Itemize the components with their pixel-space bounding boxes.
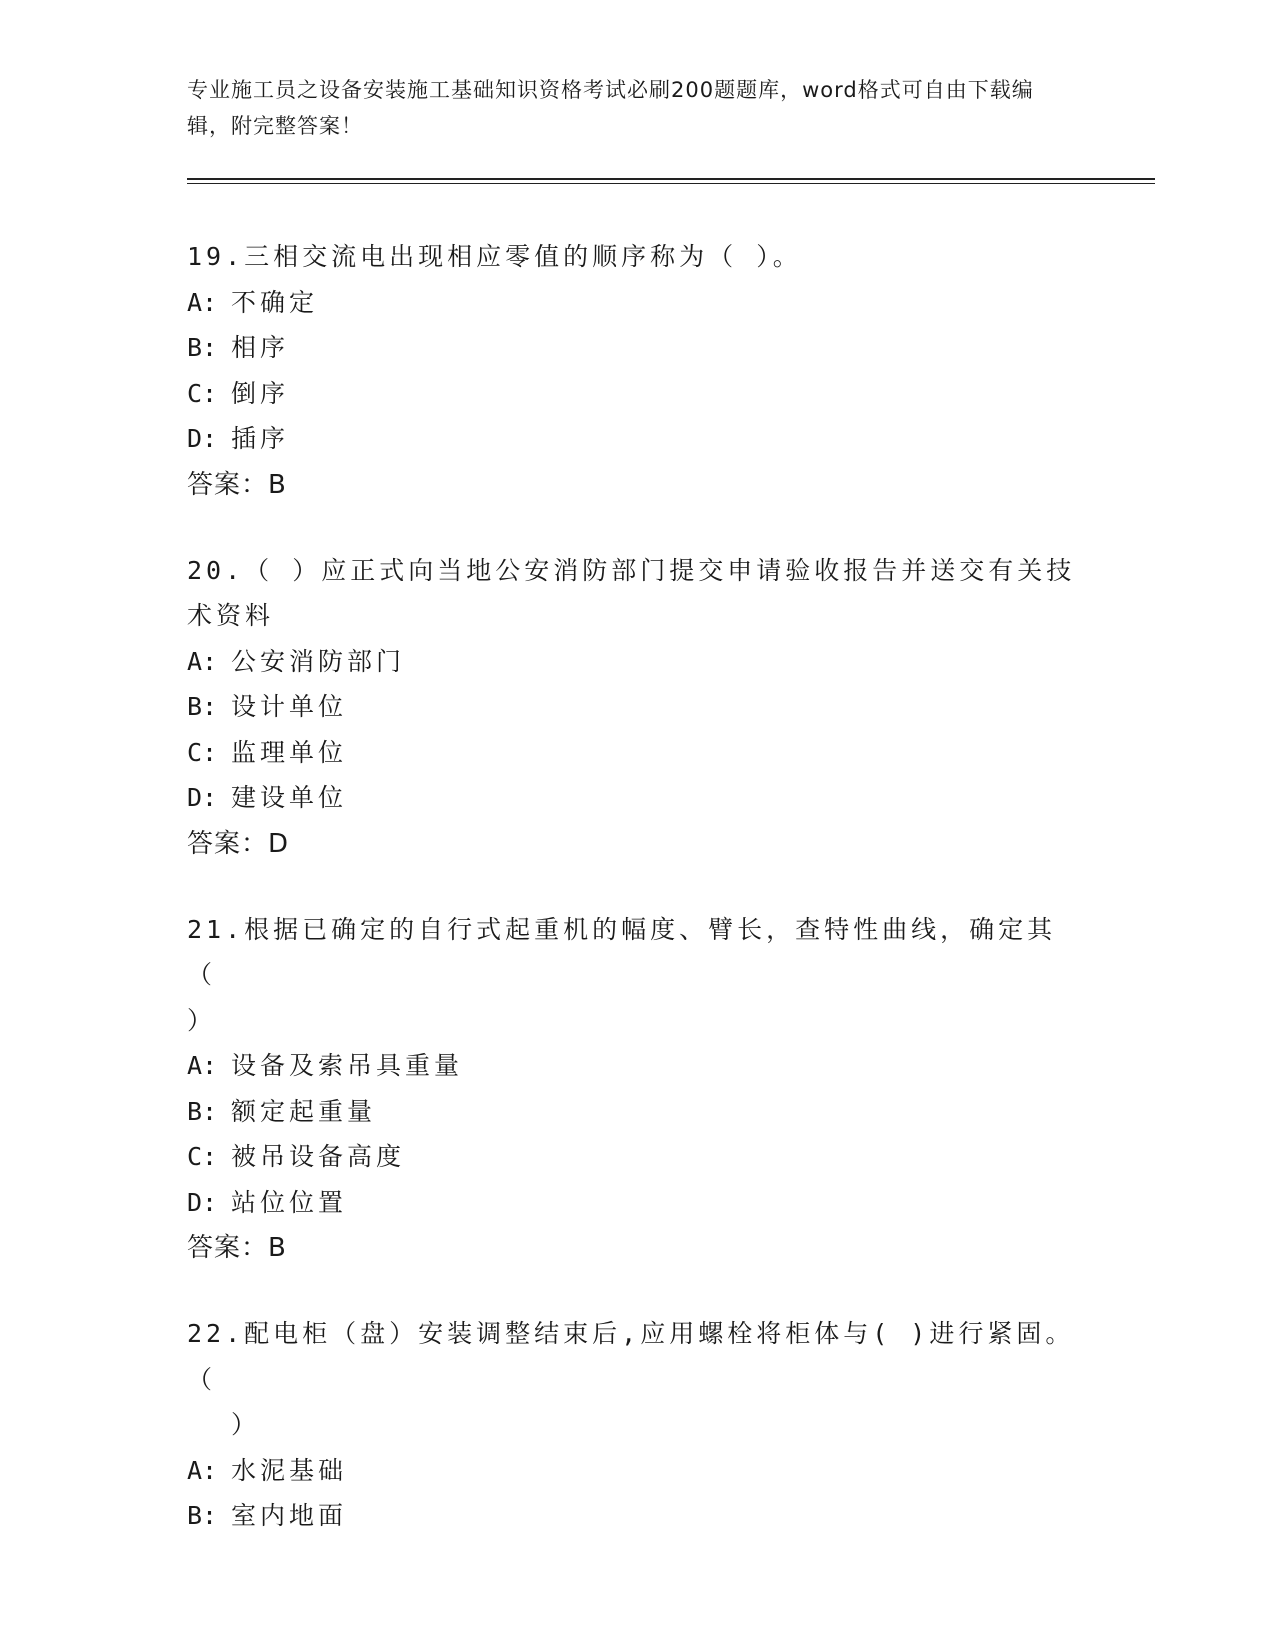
option-text: 被吊设备高度 — [231, 1142, 406, 1171]
option-letter: A: — [187, 1051, 218, 1080]
document-title: 专业施工员之设备安装施工基础知识资格考试必刷200题题库，word格式可自由下载编辑，附完整答案！ — [187, 78, 1034, 138]
option-text: 水泥基础 — [231, 1455, 348, 1485]
question-21 — [187, 907, 1077, 1272]
option-letter: A: — [187, 646, 218, 676]
option-c — [187, 371, 1077, 417]
option-letter: D: — [187, 783, 218, 812]
option-text: 监理单位 — [231, 737, 348, 767]
option-c — [187, 1134, 1077, 1180]
option-text: 相序 — [231, 333, 290, 362]
question-stem-continued: ） — [187, 1005, 217, 1035]
option-text: 设备及索吊具重量 — [231, 1051, 464, 1080]
option-d — [187, 775, 1077, 821]
option-text: 建设单位 — [231, 783, 348, 812]
option-b — [187, 684, 1077, 730]
option-b — [187, 1493, 1077, 1539]
option-text: 室内地面 — [231, 1501, 348, 1530]
option-d — [187, 416, 1077, 462]
question-stem: 22.配电柜（盘）安装调整结束后,应用螺栓将柜体与( )进行紧固。（ — [187, 1319, 1075, 1394]
question-stem: 21.根据已确定的自行式起重机的幅度、臂长，查特性曲线，确定其（ — [187, 914, 1057, 989]
option-letter: C: — [187, 1142, 218, 1171]
question-stem: 19.三相交流电出现相应零值的顺序称为（ ）。 — [187, 242, 802, 271]
option-text: 不确定 — [231, 287, 319, 317]
option-b — [187, 325, 1077, 371]
question-20 — [187, 548, 1077, 867]
option-letter: A: — [187, 1455, 218, 1485]
answer: 答案：B — [187, 469, 287, 500]
question-stem-continued: ） — [231, 1410, 261, 1439]
option-c — [187, 730, 1077, 776]
option-d — [187, 1180, 1077, 1226]
option-a — [187, 1043, 1077, 1089]
option-a — [187, 280, 1077, 326]
option-text: 公安消防部门 — [231, 646, 406, 676]
option-b — [187, 1089, 1077, 1135]
option-text: 额定起重量 — [231, 1096, 377, 1126]
option-letter: C: — [187, 378, 218, 408]
option-a — [187, 1448, 1077, 1494]
question-stem: 20.（ ）应正式向当地公安消防部门提交申请验收报告并送交有关技 — [187, 555, 1076, 585]
option-letter: B: — [187, 692, 218, 721]
document-header — [187, 72, 1067, 144]
option-a — [187, 639, 1077, 685]
option-letter: B: — [187, 1096, 218, 1126]
question-19 — [187, 234, 1077, 508]
option-letter: B: — [187, 1501, 218, 1530]
question-22 — [187, 1311, 1077, 1539]
option-text: 设计单位 — [231, 692, 348, 721]
option-letter: B: — [187, 333, 218, 362]
option-letter: D: — [187, 424, 218, 453]
option-text: 插序 — [231, 424, 290, 453]
answer: 答案：B — [187, 1233, 287, 1263]
answer: 答案：D — [187, 828, 290, 859]
header-rule-thin — [187, 183, 1155, 184]
option-letter: A: — [187, 287, 218, 317]
option-letter: D: — [187, 1187, 218, 1217]
option-letter: C: — [187, 737, 218, 767]
question-list — [187, 234, 1077, 1579]
option-text: 倒序 — [231, 378, 290, 408]
header-rule-thick — [187, 178, 1155, 180]
question-stem-continued: 术资料 — [187, 601, 275, 630]
option-text: 站位位置 — [231, 1187, 348, 1217]
